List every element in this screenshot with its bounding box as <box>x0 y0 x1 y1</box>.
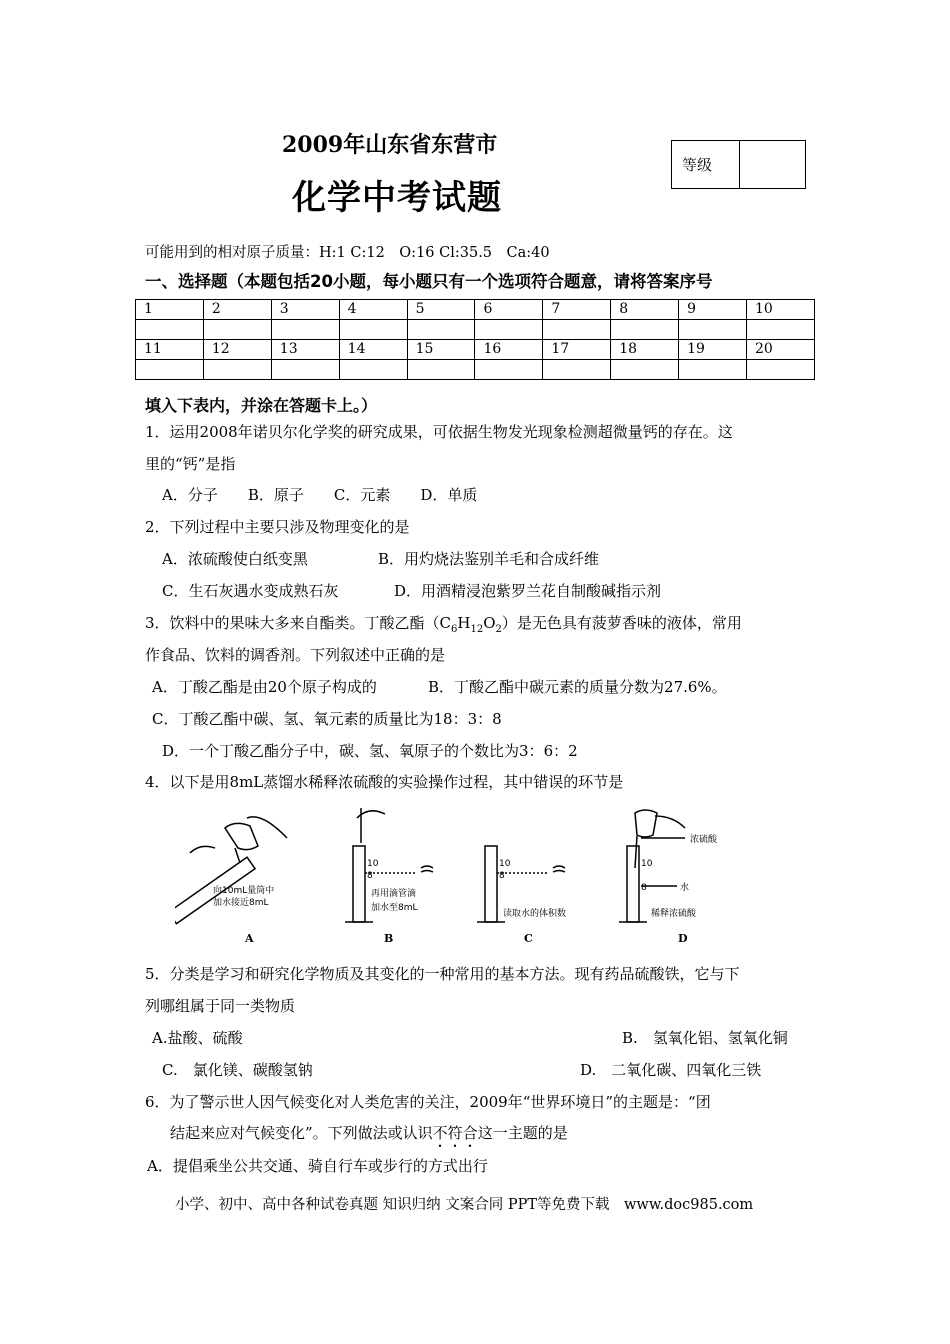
q1-options: A．分子 B．原子 C．元素 D．单质 <box>162 486 478 504</box>
q3-line1 <box>145 613 742 640</box>
table-cell: 8 <box>611 300 679 320</box>
answer-cell[interactable] <box>611 360 679 380</box>
q6-line2-pre: 结起来应对气候变化”。下列做法或认识 <box>170 1124 433 1142</box>
grade-label: 等级 <box>672 141 740 188</box>
table-cell: 10 <box>747 300 815 320</box>
answer-cell[interactable] <box>543 360 611 380</box>
table-cell: 17 <box>543 340 611 360</box>
table-cell: 13 <box>271 340 339 360</box>
table-row-answers <box>136 320 815 340</box>
fig-label-b: B <box>384 932 394 945</box>
answer-cell[interactable] <box>475 320 543 340</box>
q4-stem: 4．以下是用8mL蒸馏水稀释浓硫酸的实验操作过程，其中错误的环节是 <box>145 773 624 791</box>
section1-heading: 一、选择题（本题包括20小题，每小题只有一个选项符合题意，请将答案序号 <box>145 272 713 291</box>
table-row <box>136 300 815 320</box>
q5-option-c: C. 氯化镁、碳酸氢钠 <box>162 1061 313 1079</box>
table-cell: 16 <box>475 340 543 360</box>
table-cell: 20 <box>747 340 815 360</box>
scale-label: 8 <box>641 883 647 893</box>
fig-c-text: 读取水的体积数 <box>503 909 567 919</box>
answer-cell[interactable] <box>136 360 204 380</box>
answer-cell[interactable] <box>271 360 339 380</box>
table-cell: 1 <box>136 300 204 320</box>
sub: 2 <box>495 624 502 635</box>
q3-option-d: D．一个丁酸乙酯分子中，碳、氢、氧原子的个数比为3：6：2 <box>162 742 578 760</box>
q6-line2 <box>170 1123 568 1151</box>
scale-label: 8 <box>499 871 505 881</box>
q3-line1-post: ）是无色具有菠萝香味的液体，常用 <box>501 614 742 632</box>
answer-cell[interactable] <box>271 320 339 340</box>
q6-line1: 6．为了警示世人因气候变化对人类危害的关注，2009年“世界环境日”的主题是：“团 <box>145 1093 711 1111</box>
q6-option-a: A．提倡乘坐公共交通、骑自行车或步行的方式出行 <box>147 1157 488 1175</box>
q5-option-b: B. 氢氧化铝、氢氧化铜 <box>622 1029 788 1047</box>
q5-line1: 5．分类是学习和研究化学物质及其变化的一种常用的基本方法。现有药品硫酸铁，它与下 <box>145 965 740 983</box>
table-cell: 5 <box>407 300 475 320</box>
table-cell: 14 <box>339 340 407 360</box>
q5-option-a: A.盐酸、硫酸 <box>152 1029 243 1047</box>
q2-stem: 2．下列过程中主要只涉及物理变化的是 <box>145 518 410 536</box>
table-cell: 9 <box>679 300 747 320</box>
table-cell: 11 <box>136 340 204 360</box>
fig-d-acid: 浓硫酸 <box>690 835 718 845</box>
footer: 小学、初中、高中各种试卷真题 知识归纳 文案合同 PPT等免费下载 www.doc985.com <box>175 1197 754 1213</box>
answer-cell[interactable] <box>203 320 271 340</box>
grade-value-cell[interactable] <box>740 141 805 188</box>
answer-cell[interactable] <box>407 320 475 340</box>
answer-cell[interactable] <box>543 320 611 340</box>
q2-option-b: B．用灼烧法鉴别羊毛和合成纤维 <box>378 550 600 568</box>
grade-box <box>671 140 806 189</box>
q3-option-c: C．丁酸乙酯中碳、氢、氧元素的质量比为18：3：8 <box>152 710 502 728</box>
title-line1: 2009年山东省东营市 <box>282 132 498 158</box>
answer-cell[interactable] <box>747 360 815 380</box>
q3-line2: 作食品、饮料的调香剂。下列叙述中正确的是 <box>145 646 446 664</box>
table-cell: 18 <box>611 340 679 360</box>
o: O <box>483 614 496 632</box>
answer-cell[interactable] <box>611 320 679 340</box>
q1-line1: 1．运用2008年诺贝尔化学奖的研究成果，可依据生物发光现象检测超微量钙的存在。这 <box>145 423 733 441</box>
q5-line2: 列哪组属于同一类物质 <box>145 997 296 1015</box>
table-cell: 7 <box>543 300 611 320</box>
page-title: 化学中考试题 <box>292 178 502 218</box>
q6-emphasis: 不符合 <box>432 1124 478 1142</box>
table-cell: 15 <box>407 340 475 360</box>
atomic-masses: 可能用到的相对原子质量：H:1 C:12 O:16 Cl:35.5 Ca:40 <box>145 245 550 261</box>
q6-line2-post: 这一主题的是 <box>477 1124 568 1142</box>
lab-procedure-figure <box>175 808 735 948</box>
q3-line1-pre: 3．饮料中的果味大多来自酯类。丁酸乙酯（C <box>145 614 452 632</box>
q2-option-a: A．浓硫酸使白纸变黑 <box>162 550 308 568</box>
table-row-answers <box>136 360 815 380</box>
answer-cell[interactable] <box>407 360 475 380</box>
answer-cell[interactable] <box>339 320 407 340</box>
scale-label: 10 <box>499 859 511 869</box>
table-cell: 2 <box>203 300 271 320</box>
fig-a-text1: 向10mL量筒中 <box>213 886 275 896</box>
q3-option-b: B．丁酸乙酯中碳元素的质量分数为27.6%。 <box>428 678 727 696</box>
fig-d-text: 稀释浓硫酸 <box>651 909 697 919</box>
scale-label: 10 <box>641 859 653 869</box>
q3-option-a: A．丁酸乙酯是由20个原子构成的 <box>152 678 377 696</box>
answer-table <box>135 299 815 380</box>
fig-label-a: A <box>245 932 254 945</box>
h: H <box>457 614 471 632</box>
fig-a-text2: 加水接近8mL <box>213 898 269 908</box>
sub: 6 <box>451 624 458 635</box>
section1-heading-cont: 填入下表内，并涂在答题卡上。） <box>145 396 378 415</box>
q2-option-d: D．用酒精浸泡紫罗兰花自制酸碱指示剂 <box>394 582 662 600</box>
answer-cell[interactable] <box>679 320 747 340</box>
answer-cell[interactable] <box>747 320 815 340</box>
table-cell: 3 <box>271 300 339 320</box>
q2-option-c: C．生石灰遇水变成熟石灰 <box>162 582 339 600</box>
q5-option-d: D. 二氧化碳、四氧化三铁 <box>580 1061 762 1079</box>
answer-cell[interactable] <box>203 360 271 380</box>
fig-b-text2: 加水至8mL <box>371 903 418 913</box>
fig-label-d: D <box>678 932 688 945</box>
fig-label-c: C <box>524 932 533 945</box>
table-cell: 12 <box>203 340 271 360</box>
scale-label: 10 <box>367 859 379 869</box>
answer-cell[interactable] <box>136 320 204 340</box>
table-cell: 19 <box>679 340 747 360</box>
answer-cell[interactable] <box>339 360 407 380</box>
table-cell: 6 <box>475 300 543 320</box>
q1-line2: 里的“钙”是指 <box>145 455 236 473</box>
fig-b-text1: 再用滴管滴 <box>371 889 417 899</box>
fig-d-water: 水 <box>680 883 690 893</box>
answer-cell[interactable] <box>679 360 747 380</box>
table-cell: 4 <box>339 300 407 320</box>
scale-label: 8 <box>367 871 373 881</box>
answer-cell[interactable] <box>475 360 543 380</box>
sub: 12 <box>470 624 484 635</box>
table-row <box>136 340 815 360</box>
